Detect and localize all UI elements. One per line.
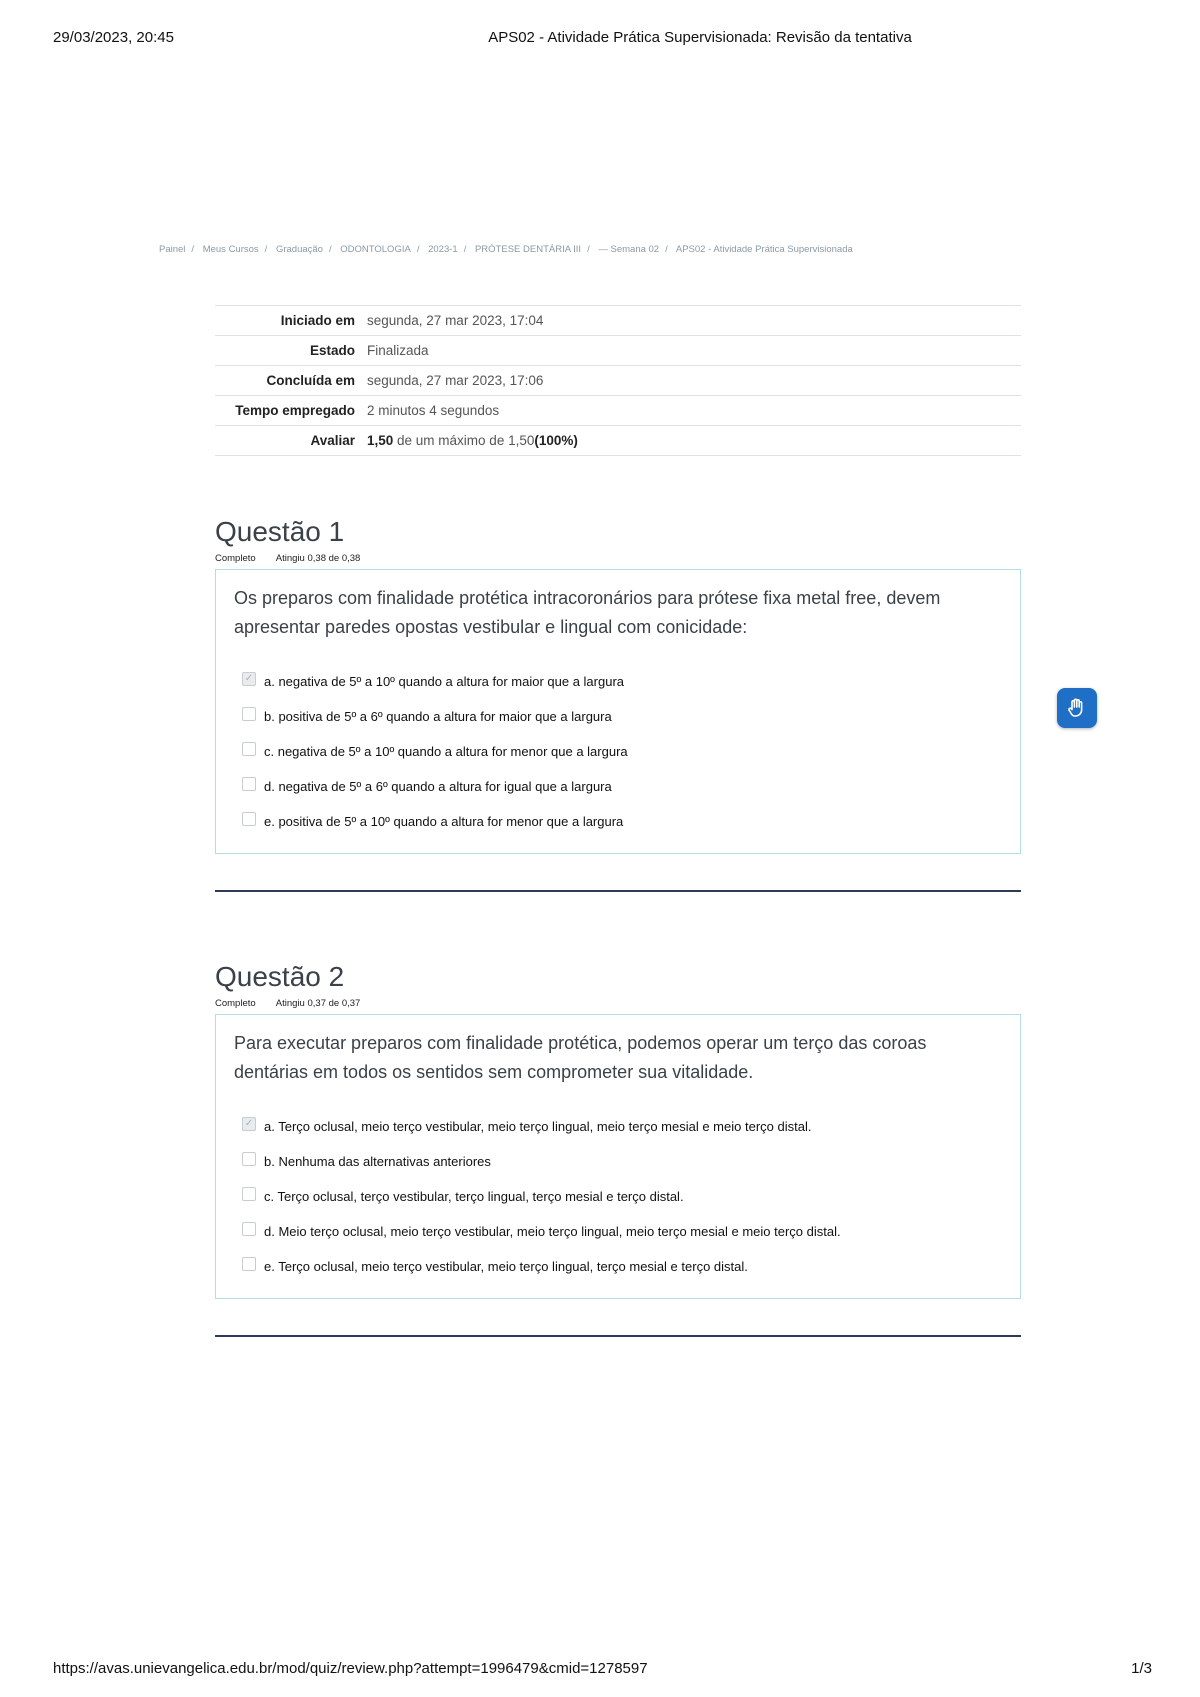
grade-max: de um máximo de 1,50 <box>393 433 535 448</box>
answer-option-label: a. Terço oclusal, meio terço vestibular, meio terço lingual, meio terço mesial e meio terço distal. <box>264 1119 812 1134</box>
print-page-number: 1/3 <box>1131 1660 1152 1677</box>
question-info <box>215 998 1021 1012</box>
breadcrumb-item-painel[interactable]: Painel <box>159 244 186 255</box>
summary-value <box>367 426 1021 456</box>
summary-label: Concluída em <box>266 373 355 388</box>
answer-option-c[interactable] <box>234 734 1002 769</box>
checkbox-icon <box>242 1257 256 1271</box>
answer-option-e[interactable] <box>234 804 1002 839</box>
summary-label: Avaliar <box>310 433 355 448</box>
checkbox-icon <box>242 812 256 826</box>
attempt-summary-table <box>215 305 1021 456</box>
grade-percent: (100%) <box>534 433 578 448</box>
question-1 <box>215 515 1021 892</box>
checkbox-icon <box>242 707 256 721</box>
question-status: Completo <box>215 998 256 1009</box>
breadcrumb-item-odontologia[interactable]: ODONTOLOGIA <box>340 244 411 255</box>
summary-value: 2 minutos 4 segundos <box>367 403 500 418</box>
answer-option-a[interactable] <box>234 1109 1002 1144</box>
question-divider <box>215 890 1021 892</box>
answer-option-label: c. Terço oclusal, terço vestibular, terço lingual, terço mesial e terço distal. <box>264 1189 684 1204</box>
summary-label: Iniciado em <box>280 313 355 328</box>
sign-language-hand-icon[interactable] <box>1057 688 1097 728</box>
question-text: Os preparos com finalidade protética intracoronários para prótese fixa metal free, devem apresentar paredes opostas vestibular e lingual com conicidade: <box>234 588 941 637</box>
summary-label: Estado <box>309 343 355 358</box>
checkbox-icon <box>242 742 256 756</box>
summary-value: segunda, 27 mar 2023, 17:06 <box>367 373 544 388</box>
print-url: https://avas.unievangelica.edu.br/mod/quiz/review.php?attempt=1996479&cmid=1278597 <box>53 1660 648 1677</box>
print-page-title: APS02 - Atividade Prática Supervisionada: Revisão da tentativa <box>488 29 912 46</box>
checkbox-checked-icon: ✓ <box>242 672 256 686</box>
hand-icon <box>1065 696 1089 720</box>
answer-option-b[interactable] <box>234 699 1002 734</box>
question-2 <box>215 960 1021 1337</box>
checkbox-icon <box>242 1187 256 1201</box>
question-content-box <box>215 1014 1021 1299</box>
question-title: Questão 1 <box>215 516 345 547</box>
summary-row-started <box>215 306 1021 336</box>
checkbox-checked-icon: ✓ <box>242 1117 256 1131</box>
checkbox-icon <box>242 1222 256 1236</box>
breadcrumb-item-activity[interactable]: APS02 - Atividade Prática Supervisionada <box>675 244 853 255</box>
question-info <box>215 553 1021 567</box>
answer-option-label: b. Nenhuma das alternativas anteriores <box>264 1154 491 1169</box>
answer-option-label: d. Meio terço oclusal, meio terço vestibular, meio terço lingual, meio terço mesial e meio terço distal. <box>264 1224 841 1239</box>
question-divider <box>215 1335 1021 1337</box>
answer-option-a[interactable] <box>234 664 1002 699</box>
question-status: Completo <box>215 553 256 564</box>
answer-option-e[interactable] <box>234 1249 1002 1284</box>
summary-value: segunda, 27 mar 2023, 17:04 <box>367 313 544 328</box>
answer-option-label: d. negativa de 5º a 6º quando a altura for igual que a largura <box>264 779 612 794</box>
answer-option-label: c. negativa de 5º a 10º quando a altura for menor que a largura <box>264 744 628 759</box>
summary-row-state <box>215 336 1021 366</box>
question-content-box <box>215 569 1021 854</box>
question-mark: Atingiu 0,38 de 0,38 <box>275 553 361 564</box>
checkbox-icon <box>242 1152 256 1166</box>
summary-row-completed <box>215 366 1021 396</box>
summary-label: Tempo empregado <box>235 403 355 418</box>
summary-row-grade <box>215 426 1021 456</box>
breadcrumb: Painel / Meus Cursos / Graduação / ODONTOLOGIA / 2023-1 / PRÓTESE DENTÁRIA III / — Semana 02 / APS02 - Atividade Prática Supervisionada <box>159 244 853 255</box>
summary-value: Finalizada <box>367 343 429 358</box>
checkbox-icon <box>242 777 256 791</box>
question-text: Para executar preparos com finalidade protética, podemos operar um terço das coroas dentárias em todos os sentidos sem comprometer sua vitalidade. <box>234 1033 927 1082</box>
answer-option-label: e. Terço oclusal, meio terço vestibular, meio terço lingual, terço mesial e terço distal. <box>264 1259 748 1274</box>
question-mark: Atingiu 0,37 de 0,37 <box>275 998 361 1009</box>
breadcrumb-item-meus-cursos[interactable]: Meus Cursos <box>202 244 259 255</box>
breadcrumb-item-semester[interactable]: 2023-1 <box>428 244 458 255</box>
answer-option-d[interactable] <box>234 1214 1002 1249</box>
summary-row-time <box>215 396 1021 426</box>
answer-option-label: e. positiva de 5º a 10º quando a altura for menor que a largura <box>264 814 624 829</box>
question-title: Questão 2 <box>215 961 345 992</box>
grade-score: 1,50 <box>367 433 394 448</box>
breadcrumb-item-week[interactable]: — Semana 02 <box>598 244 660 255</box>
answer-option-b[interactable] <box>234 1144 1002 1179</box>
answer-option-label: b. positiva de 5º a 6º quando a altura for maior que a largura <box>264 709 612 724</box>
print-datetime: 29/03/2023, 20:45 <box>53 29 174 46</box>
breadcrumb-item-graduacao[interactable]: Graduação <box>275 244 323 255</box>
answer-option-label: a. negativa de 5º a 10º quando a altura for maior que a largura <box>264 674 625 689</box>
answer-option-d[interactable] <box>234 769 1002 804</box>
answer-option-c[interactable] <box>234 1179 1002 1214</box>
breadcrumb-item-course[interactable]: PRÓTESE DENTÁRIA III <box>474 244 582 255</box>
